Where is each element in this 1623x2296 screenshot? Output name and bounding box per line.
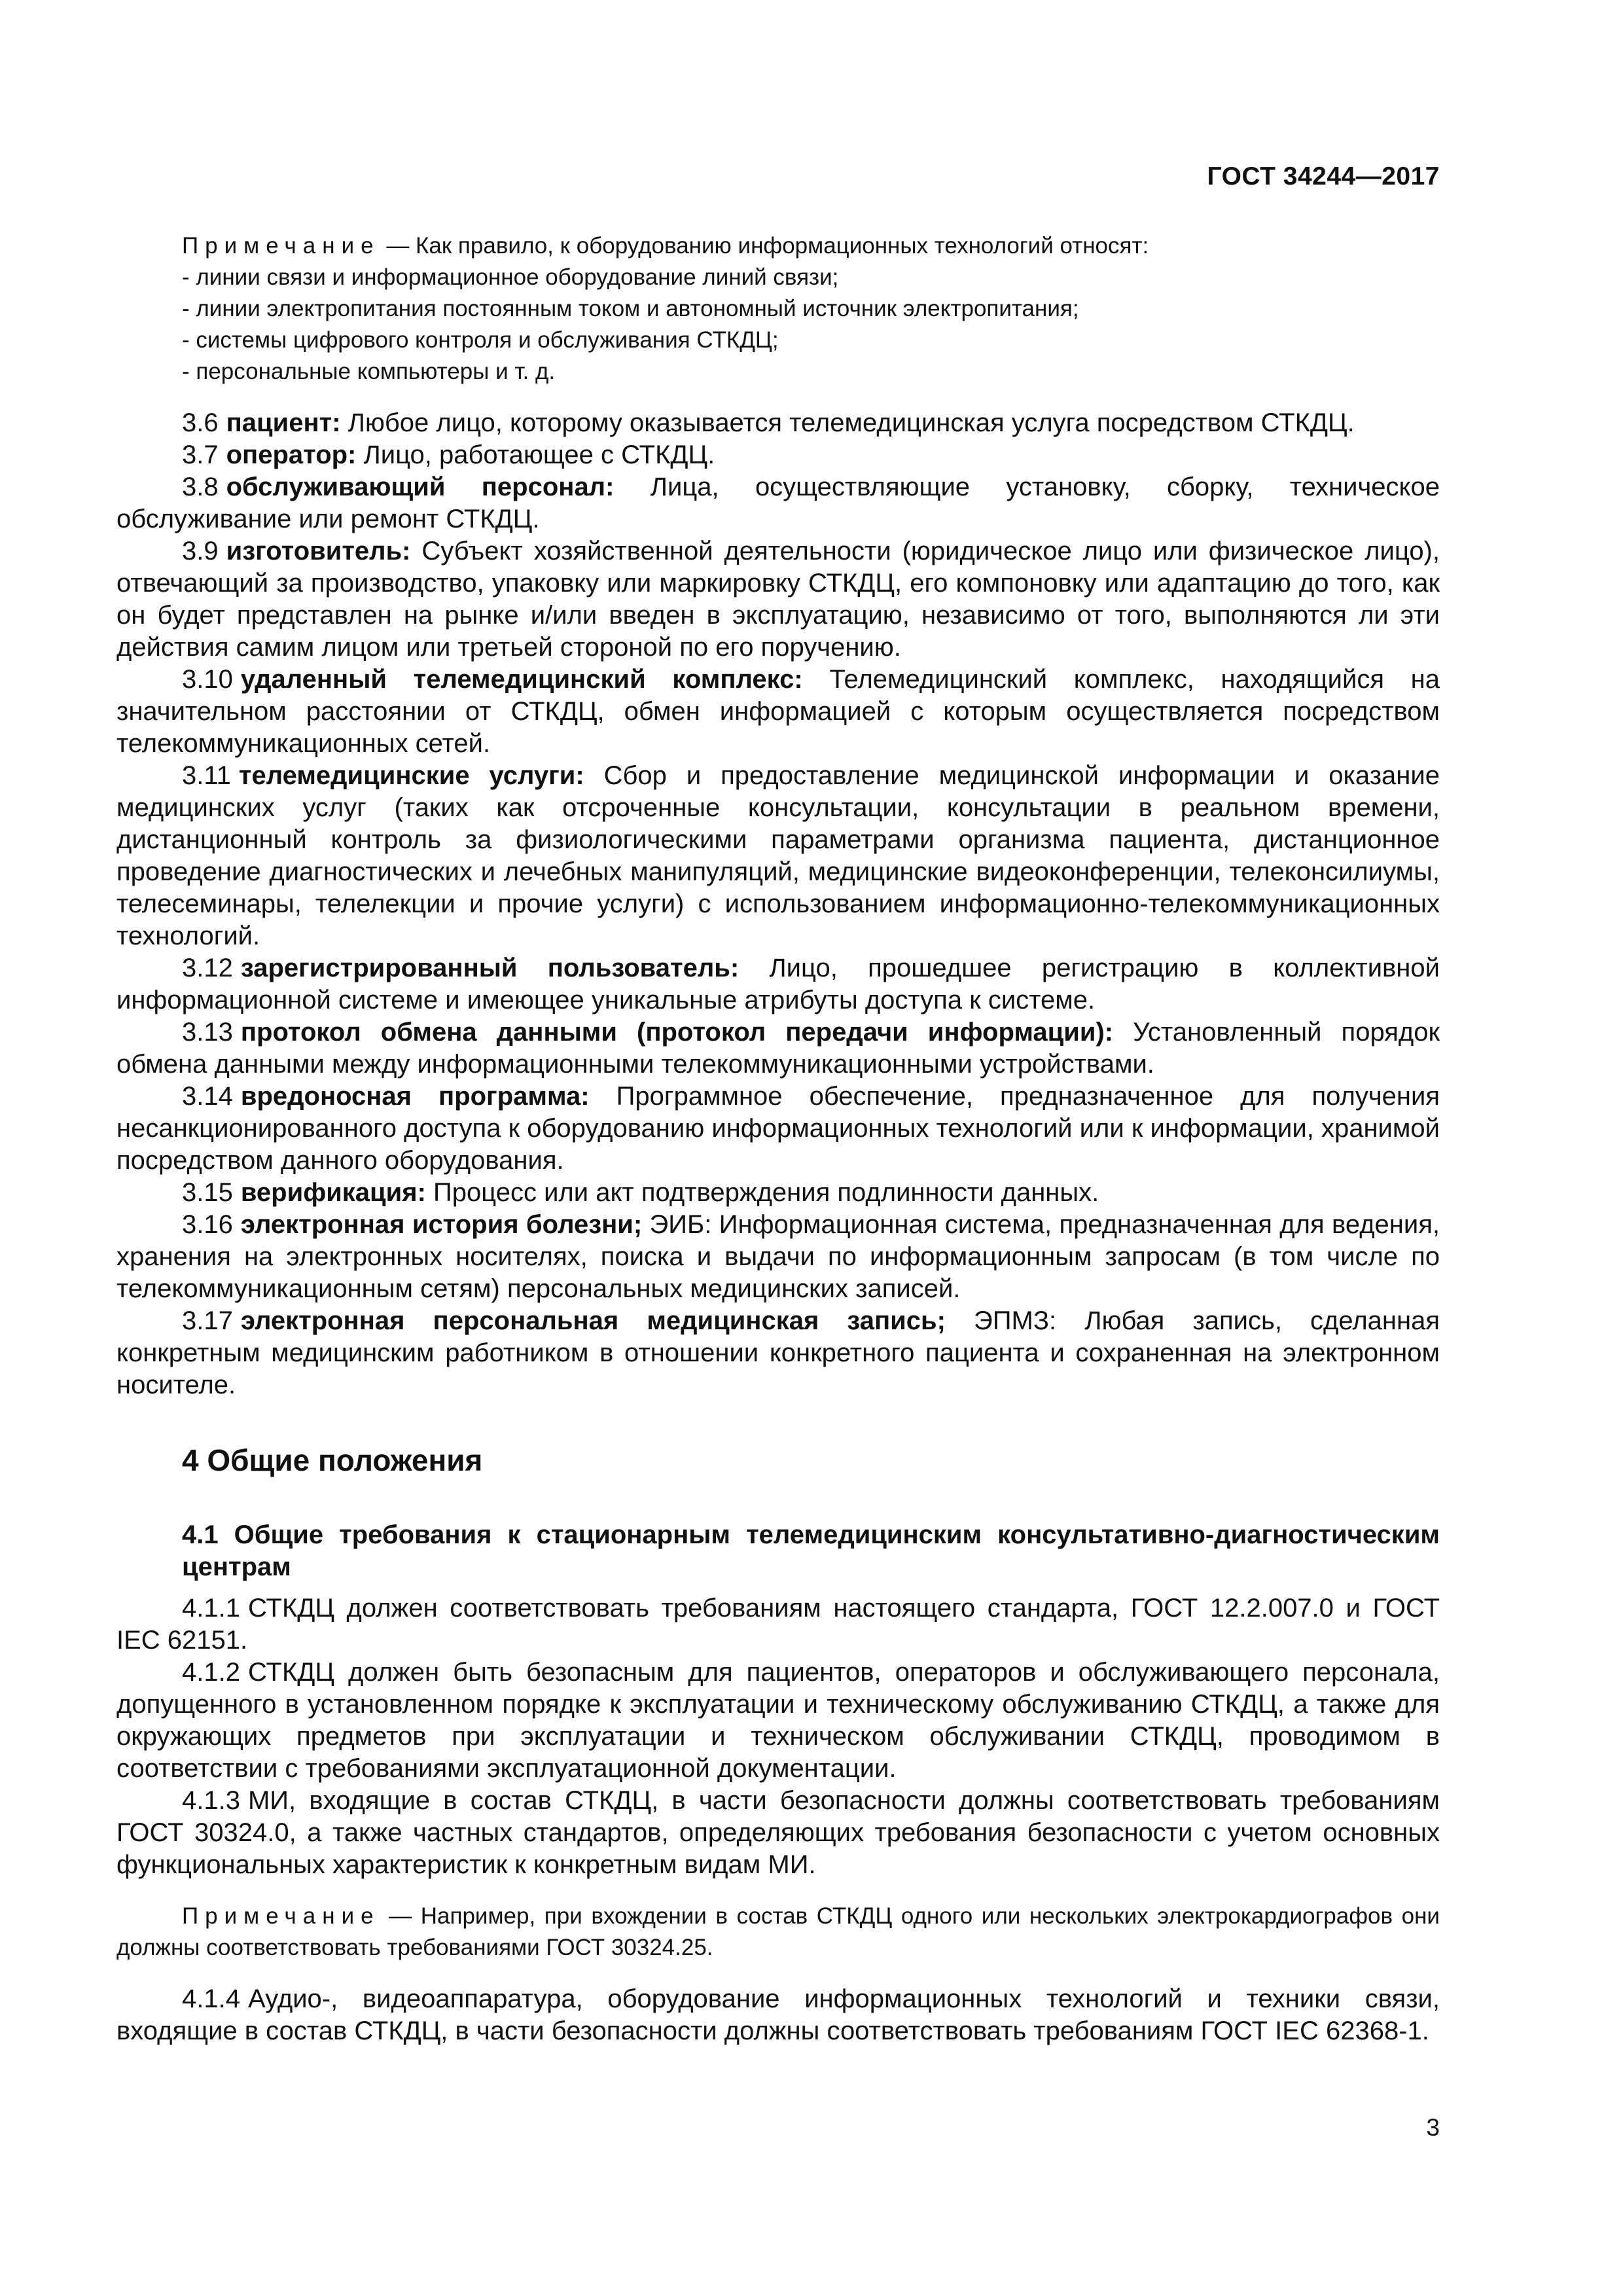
clause-number: 4.1.4 bbox=[182, 1984, 240, 2013]
definition-number: 3.10 bbox=[182, 665, 233, 694]
note-text: — Например, при вхождении в состав СТКДЦ одного или нескольких электрокардиографов они должны соответствовать требованиями ГОСТ 30324.25. bbox=[116, 1903, 1440, 1960]
definition-term: удаленный телемедицинский комплекс: bbox=[240, 665, 803, 694]
page-content bbox=[116, 230, 1440, 2047]
page-number: 3 bbox=[1426, 2114, 1440, 2141]
note-intro bbox=[116, 230, 1440, 262]
definition-text: Установленный порядок обмена данными между информационными телекоммуникационными устройствами. bbox=[116, 1018, 1440, 1079]
definition-text: ЭПМЗ: Любая запись, сделанная конкретным медицинским работником в отношении конкретного пациента и сохраненная на электронном носителе. bbox=[116, 1306, 1440, 1399]
definition-3-11 bbox=[116, 760, 1440, 952]
definition-3-8 bbox=[116, 471, 1440, 535]
definition-term: вредоносная программа: bbox=[240, 1082, 590, 1111]
definition-number: 3.6 bbox=[182, 408, 219, 437]
definition-3-9 bbox=[116, 535, 1440, 664]
section-title: 4 Общие положения bbox=[182, 1443, 483, 1477]
document-code-header: ГОСТ 34244—2017 bbox=[1207, 162, 1440, 190]
definition-3-14 bbox=[116, 1081, 1440, 1177]
clause-4-1-3 bbox=[116, 1785, 1440, 1881]
definition-text: Лица, осуществляющие установку, сборку, техническое обслуживание или ремонт СТКДЦ. bbox=[116, 473, 1440, 533]
note-label: Примечание bbox=[182, 1903, 380, 1929]
definition-number: 3.14 bbox=[182, 1082, 233, 1111]
clause-4-1-2 bbox=[116, 1657, 1440, 1785]
note-intro-text: — Как правило, к оборудованию информационных технологий относят: bbox=[380, 233, 1149, 259]
definition-term: оператор: bbox=[226, 440, 357, 469]
definition-number: 3.16 bbox=[182, 1210, 233, 1239]
clause-4-1-4 bbox=[116, 1983, 1440, 2047]
definition-number: 3.15 bbox=[182, 1178, 233, 1207]
definition-number: 3.9 bbox=[182, 537, 219, 565]
clause-number: 4.1.3 bbox=[182, 1786, 240, 1815]
definition-number: 3.17 bbox=[182, 1306, 233, 1335]
definition-3-13 bbox=[116, 1016, 1440, 1081]
clause-text: СТКДЦ должен соответствовать требованиям настоящего стандарта, ГОСТ 12.2.007.0 и ГОСТ IEC 62151. bbox=[116, 1594, 1440, 1655]
note-list bbox=[116, 262, 1440, 387]
definition-number: 3.12 bbox=[182, 954, 233, 982]
definition-3-12 bbox=[116, 952, 1440, 1016]
definition-text: ЭИБ: Информационная система, предназначенная для ведения, хранения на электронных носителях, поиска и выдачи по информационным запросам (в том числе по телекоммуникационным сетям) персональных медицинских записей. bbox=[116, 1210, 1440, 1303]
definition-text: Лицо, работающее с СТКДЦ. bbox=[356, 440, 715, 469]
clause-number: 4.1.2 bbox=[182, 1658, 240, 1687]
clause-text: МИ, входящие в состав СТКДЦ, в части безопасности должны соответствовать требованиям ГОСТ 30324.0, а также частных стандартов, определяющих требования безопасности с учетом основных функциональных характеристик к конкретным видам МИ. bbox=[116, 1786, 1440, 1879]
note-list-item: - линии связи и информационное оборудование линий связи; bbox=[182, 264, 839, 290]
definition-term: обслуживающий персонал: bbox=[226, 473, 615, 501]
definition-3-7 bbox=[116, 439, 1440, 471]
definition-text: Процесс или акт подтверждения подлинности данных. bbox=[425, 1178, 1099, 1207]
definition-term: верификация: bbox=[240, 1178, 426, 1207]
definition-number: 3.11 bbox=[182, 761, 231, 790]
subsection-title: 4.1 Общие требования к стационарным телемедицинским консультативно-диагностическим центрам bbox=[182, 1520, 1440, 1581]
definition-text: Сбор и предоставление медицинской информации и оказание медицинских услуг (таких как отсроченные консультации, консультации в реальном времени, дистанционный контроль за физиологическими параметрами организма пациента, дистанционное проведение диагностических и лечебных манипуляций, медицинские видеоконференции, телеконсилиумы, телесеминары, телелекции и прочие услуги) с использованием информационно-телекоммуникационных технологий. bbox=[116, 761, 1440, 950]
definition-3-16 bbox=[116, 1209, 1440, 1305]
definition-text: Субъект хозяйственной деятельности (юридическое лицо или физическое лицо), отвечающий за производство, упаковку или маркировку СТКДЦ, его компоновку или адаптацию до того, как он будет представлен на рынке и/или введен в эксплуатацию, независимо от того, выполняются ли эти действия самим лицом или третьей стороной по его поручению. bbox=[116, 537, 1440, 662]
definition-term: электронная персональная медицинская запись; bbox=[240, 1306, 946, 1335]
definition-3-15 bbox=[116, 1177, 1440, 1209]
definition-text: Телемедицинский комплекс, находящийся на значительном расстоянии от СТКДЦ, обмен информацией с которым осуществляется посредством телекоммуникационных сетей. bbox=[116, 665, 1440, 758]
definition-3-17 bbox=[116, 1305, 1440, 1401]
clause-4-1-1 bbox=[116, 1592, 1440, 1657]
definition-text: Лицо, прошедшее регистрацию в коллективной информационной системе и имеющее уникальные атрибуты доступа к системе. bbox=[116, 954, 1440, 1014]
clause-number: 4.1.1 bbox=[182, 1594, 240, 1623]
note-list-item: - персональные компьютеры и т. д. bbox=[182, 359, 556, 384]
clause-text: Аудио-, видеоаппаратура, оборудование информационных технологий и техники связи, входящие в состав СТКДЦ, в части безопасности должны соответствовать требованиям ГОСТ IEC 62368-1. bbox=[116, 1984, 1440, 2045]
note-label: Примечание bbox=[182, 233, 380, 259]
clause-text: СТКДЦ должен быть безопасным для пациентов, операторов и обслуживающего персонала, допущенного в установленном порядке к эксплуатации и техническому обслуживанию СТКДЦ, а также для окружающих предметов при эксплуатации и техническом обслуживании СТКДЦ, проводимом в соответствии с требованиями эксплуатационной документации. bbox=[116, 1658, 1440, 1783]
definition-text: Программное обеспечение, предназначенное для получения несанкционированного доступа к оборудованию информационных технологий или к информации, хранимой посредством данного оборудования. bbox=[116, 1082, 1440, 1175]
definition-term: изготовитель: bbox=[226, 537, 411, 565]
definition-term: электронная история болезни; bbox=[240, 1210, 643, 1239]
definition-3-10 bbox=[116, 664, 1440, 760]
definition-term: телемедицинские услуги: bbox=[238, 761, 584, 790]
note-list-item: - линии электропитания постоянным током и автономный источник электропитания; bbox=[182, 296, 1079, 321]
definition-number: 3.8 bbox=[182, 473, 219, 501]
definition-number: 3.7 bbox=[182, 440, 219, 469]
definition-term: зарегистрированный пользователь: bbox=[240, 954, 740, 982]
definition-3-6 bbox=[116, 407, 1440, 439]
definition-text: Любое лицо, которому оказывается телемедицинская услуга посредством СТКДЦ. bbox=[340, 408, 1355, 437]
definition-term: пациент: bbox=[226, 408, 341, 437]
note-list-item: - системы цифрового контроля и обслуживания СТКДЦ; bbox=[182, 327, 779, 353]
note-2 bbox=[116, 1901, 1440, 1964]
definition-number: 3.13 bbox=[182, 1018, 233, 1047]
definition-term: протокол обмена данными (протокол передачи информации): bbox=[240, 1018, 1114, 1047]
